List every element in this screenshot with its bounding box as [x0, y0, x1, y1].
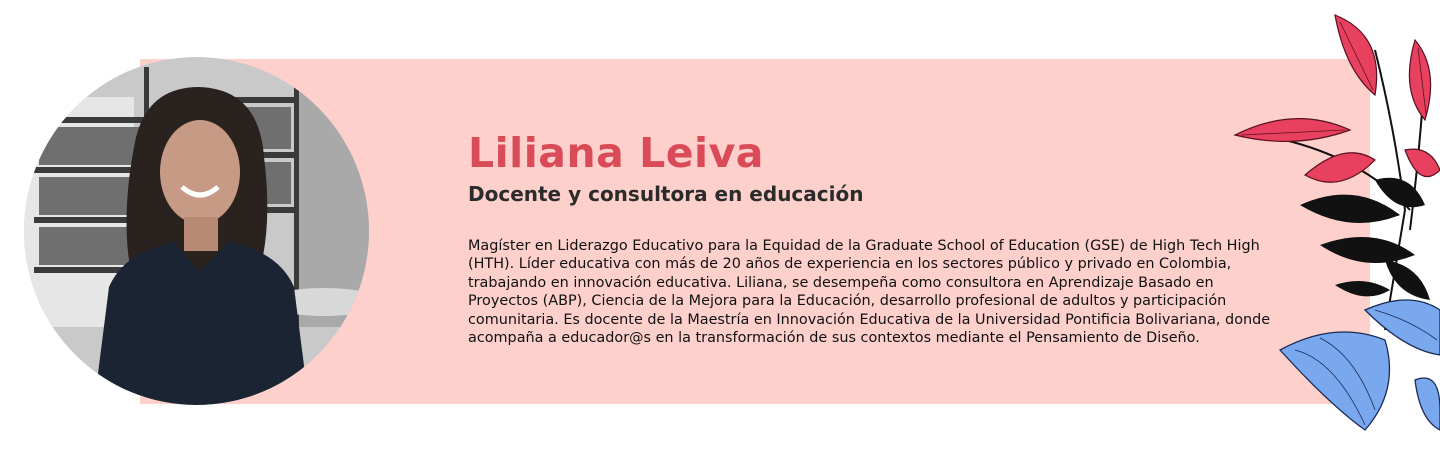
botanical-illustration-icon: [1225, 10, 1440, 450]
profile-name: Liliana Leiva: [468, 129, 764, 177]
profile-photo: [24, 57, 369, 405]
profile-bio: Magíster en Liderazgo Educativo para la Equidad de la Graduate School of Education (GSE) de High Tech High (HTH). Líder educativa con más de 20 años de experiencia en los sectores público y privado en Colombia, trabajando en innovación educativa. Liliana, se desempeña como consultora en Aprendizaje Basado en Proyectos (ABP), Ciencia de la Mejora para la Educación, desarrollo profesional de adultos y participación comunitaria. Es docente de la Maestría en Innovación Educativa de la Universidad Pontificia Bolivariana, donde acompaña a educador@s en la transformación de sus contextos mediante el Pensamiento de Diseño.: [468, 238, 1271, 347]
portrait-photo-icon: [24, 57, 369, 405]
profile-role: Docente y consultora en educación: [468, 182, 864, 206]
botanical-decoration: [1225, 10, 1440, 450]
profile-content: [468, 128, 1298, 347]
